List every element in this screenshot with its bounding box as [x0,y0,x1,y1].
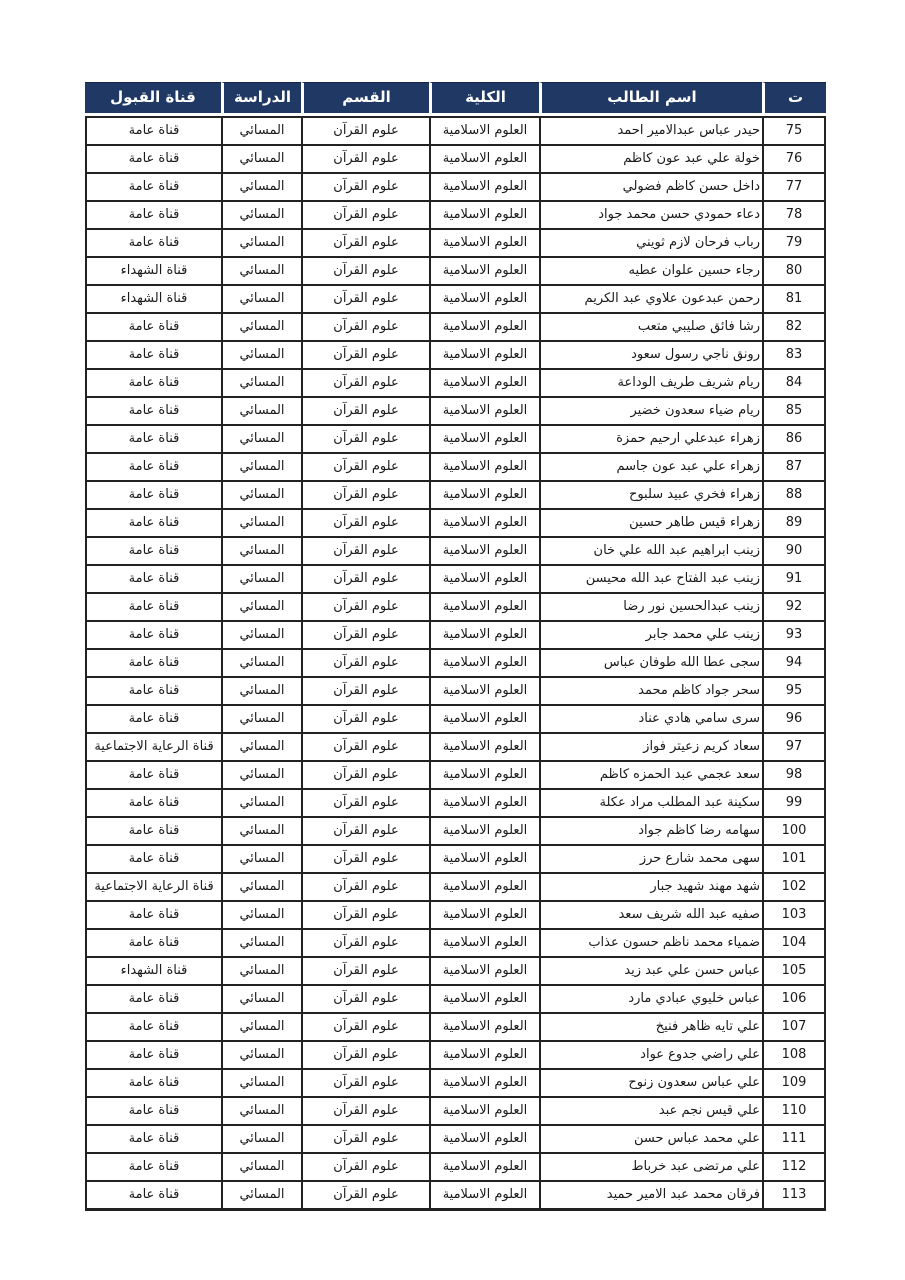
cell-number: 86 [762,424,826,452]
cell-student-name: سجى عطا الله طوفان عباس [539,648,762,676]
cell-college: العلوم الاسلامية [429,788,539,816]
cell-number: 111 [762,1124,826,1152]
cell-number: 87 [762,452,826,480]
table-row [85,480,826,508]
table-row [85,284,826,312]
cell-study-type: المسائي [221,1152,301,1180]
cell-student-name: ريام ضياء سعدون خضير [539,396,762,424]
cell-admission-channel: قناة عامة [85,536,221,564]
cell-admission-channel: قناة عامة [85,424,221,452]
cell-student-name: سعاد كريم زعيتر فواز [539,732,762,760]
cell-number: 108 [762,1040,826,1068]
table-row [85,340,826,368]
cell-admission-channel: قناة عامة [85,676,221,704]
cell-department: علوم القرآن [301,228,429,256]
cell-student-name: علي قيس نجم عبد [539,1096,762,1124]
cell-college: العلوم الاسلامية [429,704,539,732]
cell-study-type: المسائي [221,424,301,452]
cell-study-type: المسائي [221,1012,301,1040]
cell-department: علوم القرآن [301,760,429,788]
cell-study-type: المسائي [221,1096,301,1124]
cell-study-type: المسائي [221,900,301,928]
cell-admission-channel: قناة عامة [85,844,221,872]
cell-number: 90 [762,536,826,564]
cell-admission-channel: قناة عامة [85,1068,221,1096]
cell-study-type: المسائي [221,760,301,788]
cell-college: العلوم الاسلامية [429,200,539,228]
cell-number: 106 [762,984,826,1012]
cell-college: العلوم الاسلامية [429,1040,539,1068]
cell-student-name: حيدر عباس عبدالامير احمد [539,116,762,144]
cell-department: علوم القرآن [301,536,429,564]
cell-study-type: المسائي [221,536,301,564]
cell-student-name: شهد مهند شهيد جبار [539,872,762,900]
cell-student-name: علي راضي جدوع عواد [539,1040,762,1068]
cell-student-name: فرقان محمد عبد الامير حميد [539,1180,762,1211]
cell-study-type: المسائي [221,1124,301,1152]
cell-study-type: المسائي [221,704,301,732]
cell-college: العلوم الاسلامية [429,368,539,396]
cell-college: العلوم الاسلامية [429,396,539,424]
cell-college: العلوم الاسلامية [429,228,539,256]
cell-number: 83 [762,340,826,368]
cell-student-name: زهراء فخري عبيد سلبوح [539,480,762,508]
cell-student-name: رشا فائق صليبي متعب [539,312,762,340]
table-row [85,900,826,928]
cell-study-type: المسائي [221,928,301,956]
cell-department: علوم القرآن [301,984,429,1012]
cell-college: العلوم الاسلامية [429,144,539,172]
cell-study-type: المسائي [221,284,301,312]
cell-study-type: المسائي [221,340,301,368]
table-row [85,452,826,480]
cell-study-type: المسائي [221,1040,301,1068]
cell-admission-channel: قناة عامة [85,564,221,592]
table-row [85,1068,826,1096]
cell-admission-channel: قناة عامة [85,928,221,956]
cell-admission-channel: قناة عامة [85,312,221,340]
table-row [85,760,826,788]
cell-department: علوم القرآن [301,732,429,760]
cell-number: 76 [762,144,826,172]
cell-study-type: المسائي [221,172,301,200]
cell-admission-channel: قناة عامة [85,1180,221,1211]
column-header-admission-channel: قناة القبول [85,82,221,116]
cell-study-type: المسائي [221,116,301,144]
cell-admission-channel: قناة عامة [85,228,221,256]
cell-admission-channel: قناة عامة [85,984,221,1012]
cell-admission-channel: قناة عامة [85,620,221,648]
cell-department: علوم القرآن [301,816,429,844]
cell-study-type: المسائي [221,144,301,172]
cell-study-type: المسائي [221,592,301,620]
cell-admission-channel: قناة عامة [85,480,221,508]
cell-department: علوم القرآن [301,1012,429,1040]
cell-study-type: المسائي [221,956,301,984]
cell-number: 93 [762,620,826,648]
cell-study-type: المسائي [221,732,301,760]
cell-college: العلوم الاسلامية [429,1124,539,1152]
cell-study-type: المسائي [221,508,301,536]
cell-student-name: زينب عبد الفتاح عبد الله محيسن [539,564,762,592]
cell-study-type: المسائي [221,984,301,1012]
cell-department: علوم القرآن [301,592,429,620]
cell-college: العلوم الاسلامية [429,564,539,592]
cell-department: علوم القرآن [301,872,429,900]
table-row [85,368,826,396]
cell-admission-channel: قناة عامة [85,396,221,424]
cell-number: 102 [762,872,826,900]
cell-number: 103 [762,900,826,928]
cell-department: علوم القرآن [301,648,429,676]
cell-department: علوم القرآن [301,1180,429,1211]
cell-number: 89 [762,508,826,536]
cell-student-name: دعاء حمودي حسن محمد جواد [539,200,762,228]
table-row [85,704,826,732]
cell-student-name: صفيه عبد الله شريف سعد [539,900,762,928]
cell-admission-channel: قناة عامة [85,508,221,536]
cell-department: علوم القرآن [301,1152,429,1180]
cell-department: علوم القرآن [301,676,429,704]
cell-study-type: المسائي [221,228,301,256]
cell-number: 82 [762,312,826,340]
cell-number: 75 [762,116,826,144]
table-row [85,116,826,144]
cell-study-type: المسائي [221,872,301,900]
cell-college: العلوم الاسلامية [429,480,539,508]
cell-student-name: عباس حسن علي عبد زيد [539,956,762,984]
cell-admission-channel: قناة عامة [85,816,221,844]
cell-admission-channel: قناة عامة [85,144,221,172]
cell-number: 77 [762,172,826,200]
column-header-college: الكلية [429,82,539,116]
cell-number: 113 [762,1180,826,1211]
table-row [85,732,826,760]
cell-study-type: المسائي [221,564,301,592]
cell-number: 84 [762,368,826,396]
table-row [85,984,826,1012]
cell-number: 100 [762,816,826,844]
cell-department: علوم القرآن [301,956,429,984]
cell-number: 99 [762,788,826,816]
cell-student-name: عباس خليوي عبادي مارد [539,984,762,1012]
cell-college: العلوم الاسلامية [429,172,539,200]
table-row [85,228,826,256]
table-row [85,312,826,340]
cell-study-type: المسائي [221,256,301,284]
cell-number: 78 [762,200,826,228]
cell-college: العلوم الاسلامية [429,900,539,928]
cell-college: العلوم الاسلامية [429,928,539,956]
cell-number: 79 [762,228,826,256]
cell-admission-channel: قناة الشهداء [85,956,221,984]
cell-study-type: المسائي [221,452,301,480]
cell-study-type: المسائي [221,816,301,844]
cell-admission-channel: قناة عامة [85,788,221,816]
cell-number: 81 [762,284,826,312]
table-row [85,144,826,172]
cell-study-type: المسائي [221,788,301,816]
cell-department: علوم القرآن [301,368,429,396]
cell-college: العلوم الاسلامية [429,592,539,620]
cell-college: العلوم الاسلامية [429,1096,539,1124]
cell-admission-channel: قناة الشهداء [85,284,221,312]
cell-department: علوم القرآن [301,1040,429,1068]
cell-student-name: داخل حسن كاظم فضولي [539,172,762,200]
cell-college: العلوم الاسلامية [429,984,539,1012]
cell-student-name: سرى سامي هادي عناد [539,704,762,732]
table-row [85,928,826,956]
cell-college: العلوم الاسلامية [429,536,539,564]
cell-study-type: المسائي [221,676,301,704]
cell-number: 91 [762,564,826,592]
cell-student-name: ريام شريف طريف الوداعة [539,368,762,396]
cell-admission-channel: قناة عامة [85,1124,221,1152]
table-row [85,620,826,648]
table-row [85,396,826,424]
cell-number: 88 [762,480,826,508]
cell-student-name: زينب علي محمد جابر [539,620,762,648]
cell-department: علوم القرآن [301,200,429,228]
table-row [85,788,826,816]
students-table [85,82,826,1211]
cell-student-name: سهامه رضا كاظم جواد [539,816,762,844]
table-row [85,564,826,592]
table-row [85,508,826,536]
cell-student-name: رونق ناجي رسول سعود [539,340,762,368]
cell-admission-channel: قناة عامة [85,648,221,676]
cell-college: العلوم الاسلامية [429,340,539,368]
cell-number: 98 [762,760,826,788]
cell-admission-channel: قناة عامة [85,368,221,396]
table-row [85,1040,826,1068]
table-row [85,1096,826,1124]
column-header-study-type: الدراسة [221,82,301,116]
table-row [85,844,826,872]
table-row [85,676,826,704]
cell-admission-channel: قناة عامة [85,172,221,200]
cell-college: العلوم الاسلامية [429,312,539,340]
cell-number: 101 [762,844,826,872]
cell-college: العلوم الاسلامية [429,676,539,704]
cell-study-type: المسائي [221,368,301,396]
cell-department: علوم القرآن [301,508,429,536]
header-row [85,82,826,116]
cell-college: العلوم الاسلامية [429,424,539,452]
table-row [85,200,826,228]
cell-number: 107 [762,1012,826,1040]
cell-student-name: سعد عجمي عبد الحمزه كاظم [539,760,762,788]
table-row [85,592,826,620]
cell-college: العلوم الاسلامية [429,620,539,648]
cell-student-name: علي محمد عباس حسن [539,1124,762,1152]
cell-study-type: المسائي [221,620,301,648]
cell-number: 109 [762,1068,826,1096]
table-row [85,1012,826,1040]
cell-college: العلوم الاسلامية [429,760,539,788]
table-row [85,1180,826,1211]
table-header [85,82,826,116]
table-row [85,256,826,284]
cell-study-type: المسائي [221,200,301,228]
cell-number: 92 [762,592,826,620]
cell-department: علوم القرآن [301,144,429,172]
cell-admission-channel: قناة عامة [85,200,221,228]
cell-study-type: المسائي [221,312,301,340]
cell-admission-channel: قناة عامة [85,592,221,620]
cell-number: 105 [762,956,826,984]
cell-student-name: زينب ابراهيم عبد الله علي خان [539,536,762,564]
cell-college: العلوم الاسلامية [429,956,539,984]
cell-admission-channel: قناة عامة [85,340,221,368]
cell-number: 85 [762,396,826,424]
cell-number: 80 [762,256,826,284]
cell-student-name: رباب فرحان لازم ثويني [539,228,762,256]
cell-department: علوم القرآن [301,788,429,816]
cell-number: 95 [762,676,826,704]
cell-student-name: زينب عبدالحسين نور رضا [539,592,762,620]
cell-college: العلوم الاسلامية [429,1012,539,1040]
cell-student-name: علي عباس سعدون زنوح [539,1068,762,1096]
cell-department: علوم القرآن [301,116,429,144]
cell-student-name: سكينة عبد المطلب مراد عكلة [539,788,762,816]
cell-college: العلوم الاسلامية [429,1152,539,1180]
cell-department: علوم القرآن [301,620,429,648]
cell-department: علوم القرآن [301,480,429,508]
cell-department: علوم القرآن [301,928,429,956]
cell-study-type: المسائي [221,648,301,676]
cell-admission-channel: قناة عامة [85,116,221,144]
table-row [85,956,826,984]
cell-student-name: رجاء حسين علوان عطيه [539,256,762,284]
cell-college: العلوم الاسلامية [429,872,539,900]
cell-college: العلوم الاسلامية [429,508,539,536]
cell-number: 110 [762,1096,826,1124]
table-row [85,1152,826,1180]
cell-admission-channel: قناة عامة [85,452,221,480]
column-header-department: القسم [301,82,429,116]
table-row [85,872,826,900]
cell-college: العلوم الاسلامية [429,732,539,760]
cell-study-type: المسائي [221,396,301,424]
cell-department: علوم القرآن [301,564,429,592]
cell-admission-channel: قناة عامة [85,1040,221,1068]
cell-student-name: سحر جواد كاظم محمد [539,676,762,704]
cell-department: علوم القرآن [301,256,429,284]
cell-department: علوم القرآن [301,900,429,928]
cell-study-type: المسائي [221,844,301,872]
cell-student-name: رحمن عبدعون علاوي عبد الكريم [539,284,762,312]
cell-department: علوم القرآن [301,1068,429,1096]
cell-college: العلوم الاسلامية [429,1180,539,1211]
table-body [85,116,826,1211]
cell-admission-channel: قناة عامة [85,1012,221,1040]
cell-college: العلوم الاسلامية [429,844,539,872]
table-row [85,1124,826,1152]
cell-admission-channel: قناة عامة [85,704,221,732]
cell-student-name: زهراء علي عبد عون جاسم [539,452,762,480]
cell-department: علوم القرآن [301,284,429,312]
cell-admission-channel: قناة الرعاية الاجتماعية [85,872,221,900]
cell-number: 104 [762,928,826,956]
cell-college: العلوم الاسلامية [429,452,539,480]
cell-department: علوم القرآن [301,312,429,340]
cell-department: علوم القرآن [301,424,429,452]
table-row [85,172,826,200]
cell-admission-channel: قناة الشهداء [85,256,221,284]
cell-student-name: ضمياء محمد ناظم حسون عذاب [539,928,762,956]
column-header-student-name: اسم الطالب [539,82,762,116]
cell-study-type: المسائي [221,1068,301,1096]
cell-department: علوم القرآن [301,452,429,480]
table-row [85,648,826,676]
cell-department: علوم القرآن [301,1096,429,1124]
cell-department: علوم القرآن [301,1124,429,1152]
cell-number: 112 [762,1152,826,1180]
cell-admission-channel: قناة عامة [85,1152,221,1180]
cell-student-name: زهراء قيس طاهر حسين [539,508,762,536]
cell-department: علوم القرآن [301,844,429,872]
cell-department: علوم القرآن [301,396,429,424]
cell-department: علوم القرآن [301,704,429,732]
cell-student-name: زهراء عبدعلي ارحيم حمزة [539,424,762,452]
table-row [85,424,826,452]
cell-college: العلوم الاسلامية [429,284,539,312]
table-row [85,816,826,844]
cell-admission-channel: قناة عامة [85,1096,221,1124]
cell-student-name: سهى محمد شارع حرز [539,844,762,872]
cell-department: علوم القرآن [301,172,429,200]
cell-college: العلوم الاسلامية [429,256,539,284]
table-row [85,536,826,564]
cell-college: العلوم الاسلامية [429,816,539,844]
cell-college: العلوم الاسلامية [429,116,539,144]
cell-college: العلوم الاسلامية [429,1068,539,1096]
cell-study-type: المسائي [221,1180,301,1211]
cell-number: 97 [762,732,826,760]
cell-admission-channel: قناة الرعاية الاجتماعية [85,732,221,760]
column-header-number: ت [762,82,826,116]
cell-number: 94 [762,648,826,676]
cell-number: 96 [762,704,826,732]
cell-student-name: خولة علي عبد عون كاظم [539,144,762,172]
cell-college: العلوم الاسلامية [429,648,539,676]
cell-study-type: المسائي [221,480,301,508]
cell-student-name: علي مرتضى عبد خرباط [539,1152,762,1180]
cell-student-name: علي تايه ظاهر فنيخ [539,1012,762,1040]
cell-department: علوم القرآن [301,340,429,368]
cell-admission-channel: قناة عامة [85,760,221,788]
cell-admission-channel: قناة عامة [85,900,221,928]
